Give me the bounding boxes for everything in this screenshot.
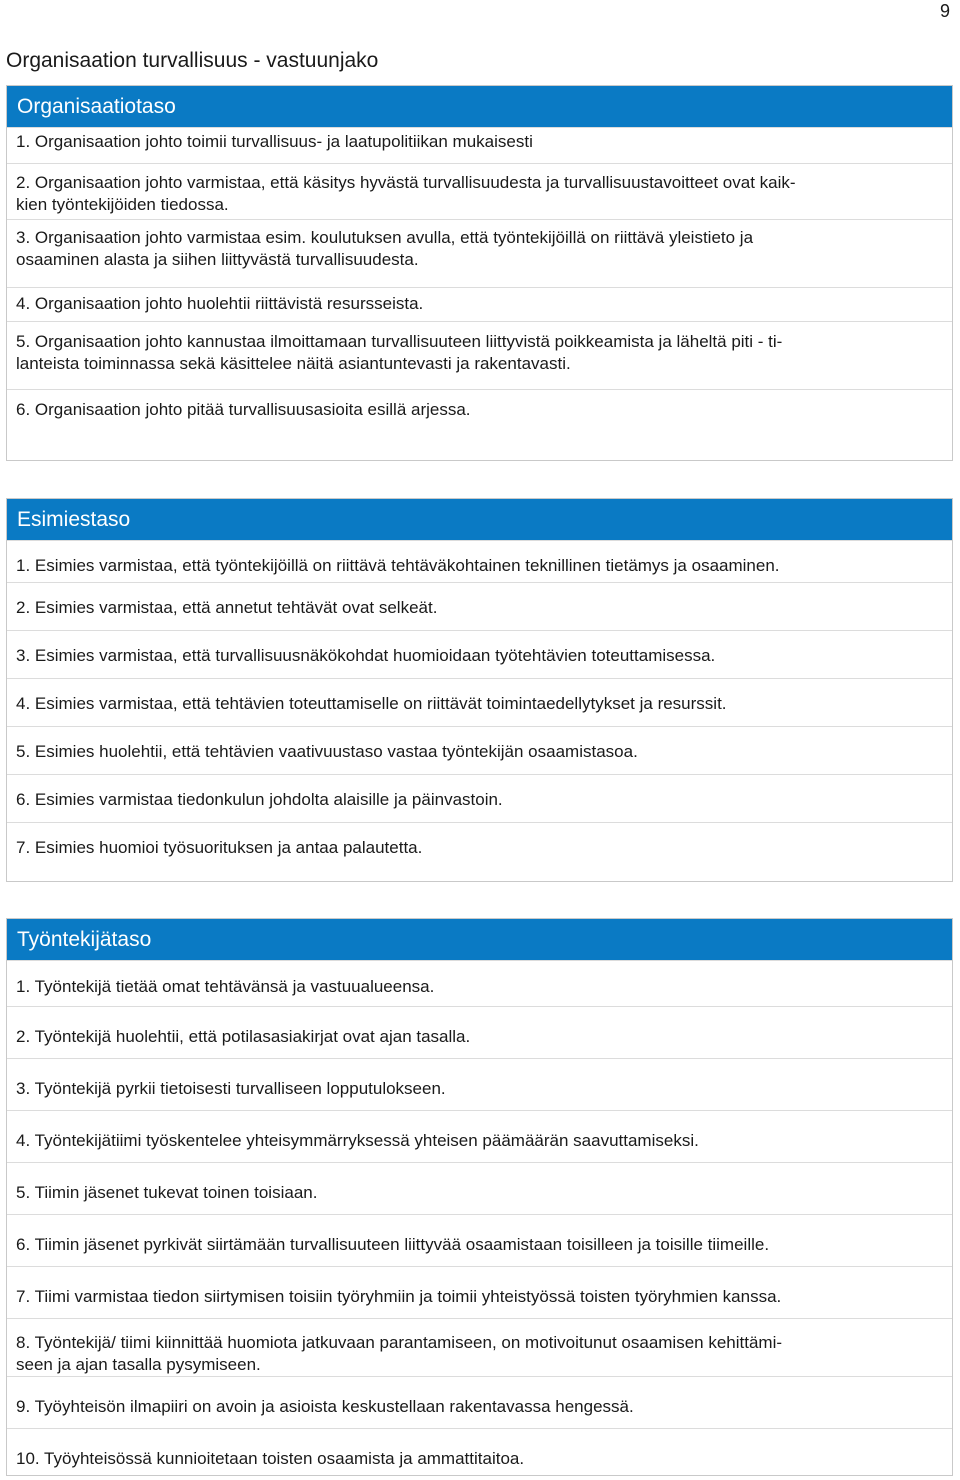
list-item [7, 822, 952, 870]
list-item-text: 3. Organisaation johto varmistaa esim. koulutuksen avulla, että työntekijöillä on riittävä yleistieto ja osaaminen alasta ja siihen liittyvästä turvallisuudesta. [16, 228, 754, 269]
list-item [7, 1162, 952, 1214]
list-item [7, 1214, 952, 1266]
list-item-text: 1. Organisaation johto toimii turvallisuus- ja laatupolitiikan mukaisesti [16, 132, 533, 151]
list-item-text: 4. Organisaation johto huolehtii riittävistä resursseista. [16, 294, 424, 313]
list-item-text: 6. Esimies varmistaa tiedonkulun johdolta alaisille ja päinvastoin. [16, 790, 503, 809]
page-number: 9 [939, 1, 950, 21]
list-item [7, 1266, 952, 1318]
page-title: Organisaation turvallisuus - vastuunjako [6, 49, 379, 72]
list-item [7, 127, 952, 163]
section-heading: Organisaatiotaso [7, 86, 952, 127]
list-item [7, 1318, 952, 1376]
section-esimiestaso [6, 498, 953, 882]
list-item [7, 582, 952, 630]
section-heading: Työntekijätaso [7, 919, 952, 960]
list-item-text: 1. Työntekijä tietää omat tehtävänsä ja vastuualueensa. [16, 977, 435, 996]
list-item [7, 389, 952, 437]
list-item [7, 678, 952, 726]
list-item-text: 5. Tiimin jäsenet tukevat toinen toisiaan. [16, 1183, 318, 1202]
list-item [7, 1006, 952, 1058]
list-item [7, 1110, 952, 1162]
list-item [7, 960, 952, 1006]
list-item [7, 321, 952, 389]
list-item-text: 9. Työyhteisön ilmapiiri on avoin ja asioista keskustellaan rakentavassa hengessä. [16, 1397, 634, 1416]
list-item-text: 5. Esimies huolehtii, että tehtävien vaativuustaso vastaa työntekijän osaamistasoa. [16, 742, 638, 761]
list-item [7, 219, 952, 287]
list-item [7, 1376, 952, 1428]
list-item [7, 287, 952, 321]
list-item [7, 1058, 952, 1110]
list-item-text: 2. Esimies varmistaa, että annetut tehtävät ovat selkeät. [16, 598, 438, 617]
list-item [7, 163, 952, 219]
list-item [7, 540, 952, 582]
list-item-text: 6. Organisaation johto pitää turvallisuusasioita esillä arjessa. [16, 400, 471, 419]
list-item-text: 7. Tiimi varmistaa tiedon siirtymisen toisiin työryhmiin ja toimii yhteistyössä toisten työryhmien kanssa. [16, 1287, 782, 1306]
section-organisaatiotaso [6, 85, 953, 461]
list-item-text: 7. Esimies huomioi työsuorituksen ja antaa palautetta. [16, 838, 423, 857]
list-item-text: 5. Organisaation johto kannustaa ilmoittamaan turvallisuuteen liittyvistä poikkeamista ja läheltä piti - ti- lanteista toiminnassa sekä käsittelee näitä asiantuntevasti ja rakentavasti. [16, 332, 783, 373]
section-heading: Esimiestaso [7, 499, 952, 540]
list-item-text: 3. Työntekijä pyrkii tietoisesti turvalliseen lopputulokseen. [16, 1079, 446, 1098]
list-item [7, 630, 952, 678]
list-item-text: 2. Organisaation johto varmistaa, että käsitys hyvästä turvallisuudesta ja turvallisuustavoitteet ovat kaik- kien työntekijöiden tiedossa. [16, 173, 796, 214]
list-item-text: 4. Työntekijätiimi työskentelee yhteisymmärryksessä yhteisen päämäärän saavuttamiseksi. [16, 1131, 699, 1150]
list-item-text: 8. Työntekijä/ tiimi kiinnittää huomiota jatkuvaan parantamiseen, on motivoitunut osaamisen kehittämi- seen ja ajan tasalla pysymiseen. [16, 1333, 783, 1374]
list-item [7, 774, 952, 822]
list-item-text: 2. Työntekijä huolehtii, että potilasasiakirjat ovat ajan tasalla. [16, 1027, 471, 1046]
list-item [7, 1428, 952, 1480]
list-item-text: 10. Työyhteisössä kunnioitetaan toisten osaamista ja ammattitaitoa. [16, 1449, 525, 1468]
list-item-text: 1. Esimies varmistaa, että työntekijöillä on riittävä tehtäväkohtainen teknillinen tietämys ja osaaminen. [16, 556, 780, 575]
list-item [7, 726, 952, 774]
section-tyontekijataso [6, 918, 953, 1476]
list-item-text: 6. Tiimin jäsenet pyrkivät siirtämään turvallisuuteen liittyvää osaamistaan toisilleen ja toisille tiimeille. [16, 1235, 770, 1254]
list-item-text: 4. Esimies varmistaa, että tehtävien toteuttamiselle on riittävät toimintaedellytykset ja resurssit. [16, 694, 727, 713]
list-item-text: 3. Esimies varmistaa, että turvallisuusnäkökohdat huomioidaan työtehtävien toteuttamisessa. [16, 646, 716, 665]
